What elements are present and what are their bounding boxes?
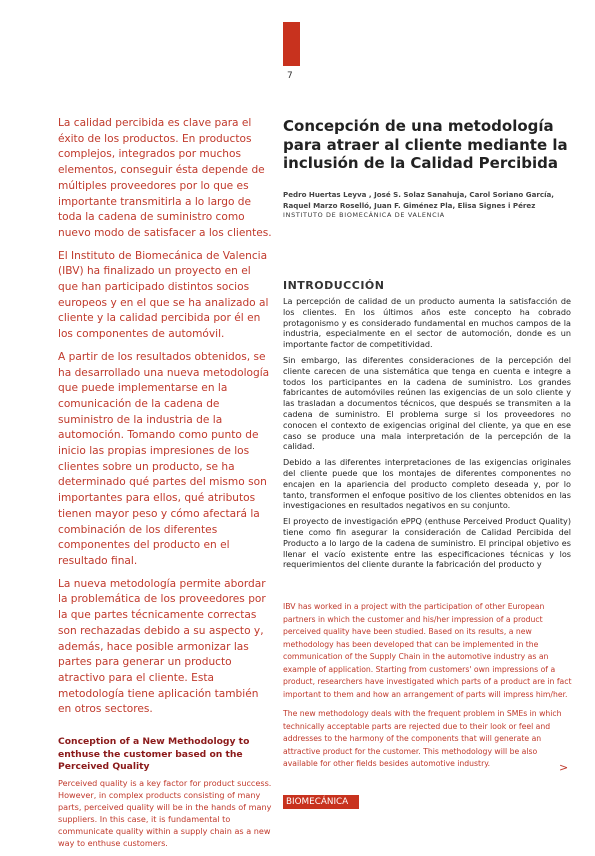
english-abstract-heading: Conception of a New Methodology to enthuse the customer based on the Perceived Quality [58,736,250,773]
intro-paragraph-1: La percepción de calidad de un producto aumenta la satisfacción de los clientes. En los últimos años este concepto ha cobrado protagonismo y es considerado fundamental en muchos campos de la industria, especialmente en el sector de automoción, donde es un importante factor de competitividad. [283,296,571,350]
english-abstract-text: Perceived quality is a key factor for product success. However, in complex products consisting of many parts, perceived quality will be in the hands of many suppliers. In this case, it is fundamental to communicate quality within a supply chain as a new way to enthuse customers. [58,777,272,848]
left-column [58,116,272,856]
continue-arrow-icon: > [559,761,569,774]
header-red-bar [283,22,300,66]
footer-page-number: 53 [290,811,302,821]
intro-paragraph-3: Debido a las diferentes interpretaciones de las exigencias originales del cliente puede que los montajes de diferentes componentes no encajen en la apariencia del producto completo deseada y, por lo tanto, transformen el enfoque positivo de los clientes obtenidos en las investigaciones en resultados negativos en su conjunto. [283,457,571,511]
authors: Pedro Huertas Leyva , José S. Solaz Sanahuja, Carol Soriano García, Raquel Marzo Roselló, Juan F. Giménez Pla, Elisa Signes i Pérez [283,190,554,211]
article-title: Concepción de una metodología para atraer al cliente mediante la inclusión de la Calidad Percibida [283,117,568,172]
footer-brand: BIOMECÁNICA [286,797,349,807]
english-summary [283,601,573,778]
left-paragraph-1: La calidad percibida es clave para el éxito de los productos. En productos complejos, integrados por muchos elementos, conseguir ésta depende de múltiples proveedores por lo que es importante transmitirla a lo largo de toda la cadena de suministro como nuevo modo de satisfacer a los clientes. [58,117,272,239]
institute: INSTITUTO DE BIOMECÁNICA DE VALENCIA [283,211,445,219]
english-paragraph-1: IBV has worked in a project with the participation of other European partners in which the customer and his/her impression of a product perceived quality have been studied. Based on its results, a new methodology has been developed that can be implemented in the communication of the Supply Chain in the automotive industry as an example of application. Starting from customers' own impressions of a product, researchers have investigated which parts of a product are in fact important to them and how an arrangement of parts will impress him/her. [283,602,572,699]
left-paragraph-3: A partir de los resultados obtenidos, se ha desarrollado una nueva metodología que puede implementarse en la comunicación de la cadena de suministro de la industria de la automoción. Tomando como punto de inicio las propias impresiones de los clientes sobre un producto, se ha determinado qué partes del mismo son importantes para ellos, qué atributos tienen mayor peso y cómo afectará la combinación de los diferentes componentes del producto en el resultado final. [58,350,270,567]
left-paragraph-4: La nueva metodología permite abordar la problemática de los proveedores por la que partes técnicamente correctas son rechazadas debido a su aspecto y, además, hace posible armonizar las partes para generar un producto atractivo para el cliente. Esta metodología tiene aplicación también en otros sectores. [58,577,266,716]
footer-badge [283,795,359,821]
left-paragraph-2: El Instituto de Biomecánica de Valencia (IBV) ha finalizado un proyecto en el que han participado distintos socios europeos y en el que se ha analizado al cliente y la calidad percibida por él en los componentes de automóvil. [58,249,269,341]
intro-body [283,296,571,575]
english-paragraph-2: The new methodology deals with the frequent problem in SMEs in which technically acceptable parts are rejected due to their look or feel and addresses to the harmony of the components that will generate an attractive product for the customer. This methodology will be also available for other fields besides automotive industry. [283,709,562,768]
section-heading-introduccion: INTRODUCCIÓN [283,279,385,292]
page-number: 7 [287,71,293,81]
intro-paragraph-4: El proyecto de investigación ePPQ (enthuse Perceived Product Quality) tiene como fin asegurar la consideración de Calidad Percibida del Producto a lo largo de la cadena de suministro. El principal objetivo es llenar el vacío existente entre las especificaciones técnicas y los requerimientos del cliente durante la fabricación del producto y [283,516,571,570]
intro-paragraph-2: Sin embargo, las diferentes consideraciones de la percepción del cliente carecen de una sistemática que tenga en cuenta e integre a todos los participantes en la cadena de suministro. Los grandes fabricantes de automóviles reúnen las exigencias de un solo cliente y las trasladan a documentos técnicos, que después se transmiten a la cadena de suministro. El problema surge si los proveedores no conocen el contexto de exigencias original del cliente, ya que en ese caso se produce una mala interpretación de la percepción de la calidad. [283,354,571,452]
